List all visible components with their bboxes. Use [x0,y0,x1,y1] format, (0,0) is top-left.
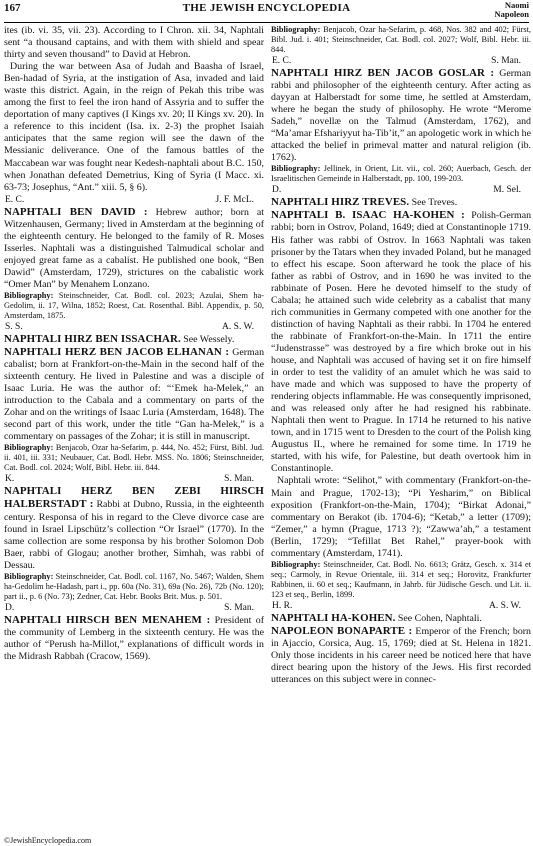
bibliography-text: Jellinek, in Orient, Lit. vii., col. 260; Auerbach, Gesch. der Israelitischen Gemeinde in Halberstadt, pp. 100, 199-203. [271,164,531,184]
bibliography-label: Bibliography: [4,290,54,300]
bibliography-text: Benjacob, Ozar ha-Sefarim, p. 468, Nos. 382 and 402; Fürst, Bibl. Jud. i. 401; Steinschneider, Cat. Bodl. col. 2027; Wolf, Bibl. Hebr. iii. 844. [271,25,532,54]
signature-initials: H. R. [272,600,293,611]
page-number: 167 [4,2,21,14]
bibliography [271,560,531,600]
signature-author: M. Sel. [493,185,521,196]
entry-heading: NAPHTALI HIRZ BEN ISSACHAR. [4,332,181,345]
signature-line [4,602,264,614]
paragraph: ites (ib. vi. 35, vii. 23). According to I Chron. xii. 34, Naphtali sent “a thousand captains, and with them with shield and spear thirty and seven thousand” to David at Hebron. [4,25,264,61]
entry [4,614,264,663]
signature-author: J. F. McL. [215,194,254,205]
entry-heading: NAPHTALI HIRZ TREVES. [271,196,410,209]
entry-body: Emperor of the French; born in Ajaccio, Corsica, Aug. 15, 1769; died at St. Helena in 1821. Only those incidents in his career need be noticed here that have direct bearing upon the history of the Jews. His first recorded utterances on this subject were in connec- [271,625,531,686]
running-head-last: Napoleon [494,9,529,19]
bibliography-text: Steinschneider, Cat. Bodl. No. 6613; Grätz, Gesch. x. 314 et seq.; Carmoly, in Revue Orientale, iii. 314 et seq.; Horovitz, Frankfurter Rabbinen, ii. 60 et seq.; Kaufmann, in Jahrb. für Jüdische Gesch. und Lit. ii. 123 et seq., Berlin, 1899. [271,559,531,599]
signature-initials: D. [5,602,15,613]
encyclopedia-title: THE JEWISH ENCYCLOPEDIA [182,2,351,14]
entry-heading: NAPHTALI HA-KOHEN. [271,611,396,624]
entry-heading: NAPHTALI HIRZ BEN JACOB GOSLAR : [271,67,495,79]
signature-author: S. Man. [491,56,521,66]
signature-initials: S. S. [5,321,23,332]
entry-body: German rabbi and philosopher of the eighteenth century. After acting as dayyan at Halberstadt for some time, he settled at Amsterdam, where he began the study of philosophy. He wrote “Merome Sadeh,” novellæ on the Talmud (Amsterdam, 1762), and “Ma’amar Efshariyyut ha-Tib’it,” an apologetic work in which he attacked the belief in primeval matter and natural religion (ib. 1762). [271,68,531,164]
bibliography-label: Bibliography: [271,559,321,569]
entry-heading: NAPHTALI HIRSCH BEN MENAHEM : [4,613,211,626]
bibliography [4,291,264,321]
bibliography-label: Bibliography: [4,571,54,581]
bibliography [4,443,264,473]
signature-author: A. S. W. [489,600,521,611]
entry [4,485,264,571]
running-head-first: Naomi [504,0,529,10]
entry-body: Polish-German rabbi; born in Ostrov, Poland, 1649; died at Constantinople 1719. His father was rabbi of Ostrov. In 1663 Naphtali was taken prisoner by the Tatars when they invaded Poland, but he managed to effect his escape. Soon afterward he took the place of his father as rabbi of Ostrov, and in 1690 he was invited to the rabbinate of Posen. Here he devoted himself to the study of Cabala; he attained such wide celebrity as a cabalist that many rich communities in Germany competed with one another for the distinction of having Naphtali as their rabbi. In 1704 he entered the rabbinate of Frankfort-on-the-Main. In 1711 the entire “Judenstrasse” was destroyed by a fire which broke out in his house, and Naphtali was accused of having set it on fire himself in order to test the validity of an amulet which he was said to have made and which was supposed to have the property of rendering objects inflammable. He was consequently imprisoned, and was released only after he had resigned his rabbinate. Naphtali then went to Prague. In 1714 he returned to his native town, and in 1715 went to Dresden to the court of the Polish king Augustus II., where he remained for some time. In 1719 he started, with his wife, for Palestine, but death overtook him in Constantinople. [271,210,532,475]
bibliography-label: Bibliography: [271,164,321,174]
signature-initials: D. [272,185,282,196]
bibliography-label: Bibliography: [271,25,321,34]
bibliography-text: Steinschneider, Cat. Bodl. col. 1167, No. 5467; Walden, Shem ha-Gedolim he-Hadash, part i., pp. 60a (No. 31), 69a (No. 26), 72b (No. 120); part ii., p. 6 (No. 73); Zedner, Cat. Hebr. Books Brit. Mus. p. 501. [4,571,264,601]
entry [271,612,531,625]
entry [271,209,531,475]
entry-heading: NAPHTALI BEN DAVID : [4,205,148,218]
bibliography-text: Benjacob, Ozar ha-Sefarim, p. 444, No. 452; Fürst, Bibl. Jud. ii. 401, iii. 331; Neubauer, Cat. Bodl. Hebr. MSS. No. 1806; Steinschneider, Cat. Bodl. col. 2024; Wolf, Bibl. Hebr. iii. 844. [4,443,265,473]
bibliography [271,164,531,184]
signature-initials: E. C. [5,194,25,205]
left-column [4,25,264,663]
signature-author: A. S. W. [222,321,254,332]
entry-body: German cabalist; born at Frankfort-on-the-Main in the second half of the sixteenth century. He lived in Palestine and was a disciple of Isaac Luria. He was the author of: “‘Emek ha-Melek,” an introduction to the Cabala and a commentary on parts of the Zohar and on the writings of Isaac Luria (Amsterdam, 1648). The second part of this work, under the title “Gan ha-Melek,” is a commentary on passages of the Zohar; it is still in manuscript. [4,347,265,443]
signature-line [271,55,531,67]
bibliography-label: Bibliography: [4,443,54,453]
entry-heading: NAPHTALI HERZ BEN JACOB ELHANAN : [4,346,230,359]
running-head [495,1,529,19]
entry [271,625,531,686]
page-header [4,0,529,23]
signature-line [4,321,264,333]
entry-body: See Wessely. [183,333,235,345]
signature-line [271,184,531,196]
paragraph: During the war between Asa of Judah and Baasha of Israel, Ben-hadad of Syria, at the instigation of Asa, invaded and laid waste this district. Again, in the reign of Pekah this tribe was among the first to feel the iron hand of Assyria and to suffer the deportation of many captives (I Kings xv. 20; II Kings xv. 20). In a reference to this incident (Isa. ix. 2-3) the prophet Isaiah anticipates that the same region will see the dawn of the Messianic deliverance. One of the famous battles of the Maccabean war was fought near Kedesh-naphtali about B.C. 150, when Jonathan defeated Demetrius, King of Syria (I Macc. xi. 63-73; Josephus, “Ant.” xiii. 5, § 6). [4,61,264,193]
entry-body: President of the community of Lemberg in the sixteenth century. He was the author of “Perush ha-Millot,” explanations of difficult words in the Midrash Rabbah (Cracow, 1569). [4,614,264,662]
signature-initials: K. [5,474,15,485]
signature-author: S. Man. [224,474,254,485]
signature-line [4,194,264,206]
entry-heading: NAPOLEON BONAPARTE : [271,624,413,637]
entry [4,206,264,291]
entry-heading: NAPHTALI HERZ BEN ZEBI HIRSCH HALBERSTADT : [4,485,264,511]
entry-body: See Treves. [411,197,458,209]
entry-body: Rabbi at Dubno, Russia, in the eighteenth century. Responsa of his in regard to the Cleve divorce case are found in Israel Lipschütz’s collection “Or Israel” (1770). In the same collection are some responsa by his brother Solomon Dob Baer, rabbi of Glogau; another brother, Simhah, was rabbi of Dessau. [4,499,265,571]
signature-initials: E. C. [272,56,292,66]
entry [4,346,264,443]
bibliography-text: Steinschneider, Cat. Bodl. col. 2023; Azulai, Shem ha-Gedolim, ii. 17, Wilna, 1852; Roest, Cat. Rosenthal. Bibl. Appendix, p. 50, Amsterdam, 1875. [4,290,265,320]
entry [4,333,264,346]
bibliography [271,25,531,55]
signature-line [271,600,531,612]
entry-body: Hebrew author; born at Witzenhausen, Germany; lived in Amsterdam at the beginning of the eighteenth century. He belonged to the family of R. Moses Isserles. Naphtali was a distinguished Talmudical scholar and enjoyed great fame as a cabalist. He published one book, “Ben Dawid” (Amsterdam, 1729), strictures on the cabalistic work “Omer Man” by Menahem Lonzano. [4,206,264,290]
entry [271,67,531,164]
signature-author: S. Man. [224,602,254,613]
entry-heading: NAPHTALI B. ISAAC HA-KOHEN : [271,209,465,222]
copyright-footer: ©JewishEncyclopedia.com [4,836,92,845]
signature-line [4,473,264,485]
entry-body: See Cohen, Naphtali. [397,612,482,624]
bibliography [4,572,264,602]
paragraph: Naphtali wrote: “Selihot,” with commentary (Frankfort-on-the-Main and Prague, 1702-13); “Pi Yesharim,” on Biblical exposition (Frankfort-on-the-Main, 1704); “Birkat Adonai,” commentary on Berakot (ib. 1704-6); “Ketab,” a letter (1709); “Zemer,” a hymn (Prague, 1713 ?); “Zawwa’ah,” a testament (Berlin, 1729); “Tefillat Bet Rahel,” prayer-book with commentary (Amsterdam, 1741). [271,475,531,559]
right-column [271,25,531,686]
entry [271,196,531,209]
